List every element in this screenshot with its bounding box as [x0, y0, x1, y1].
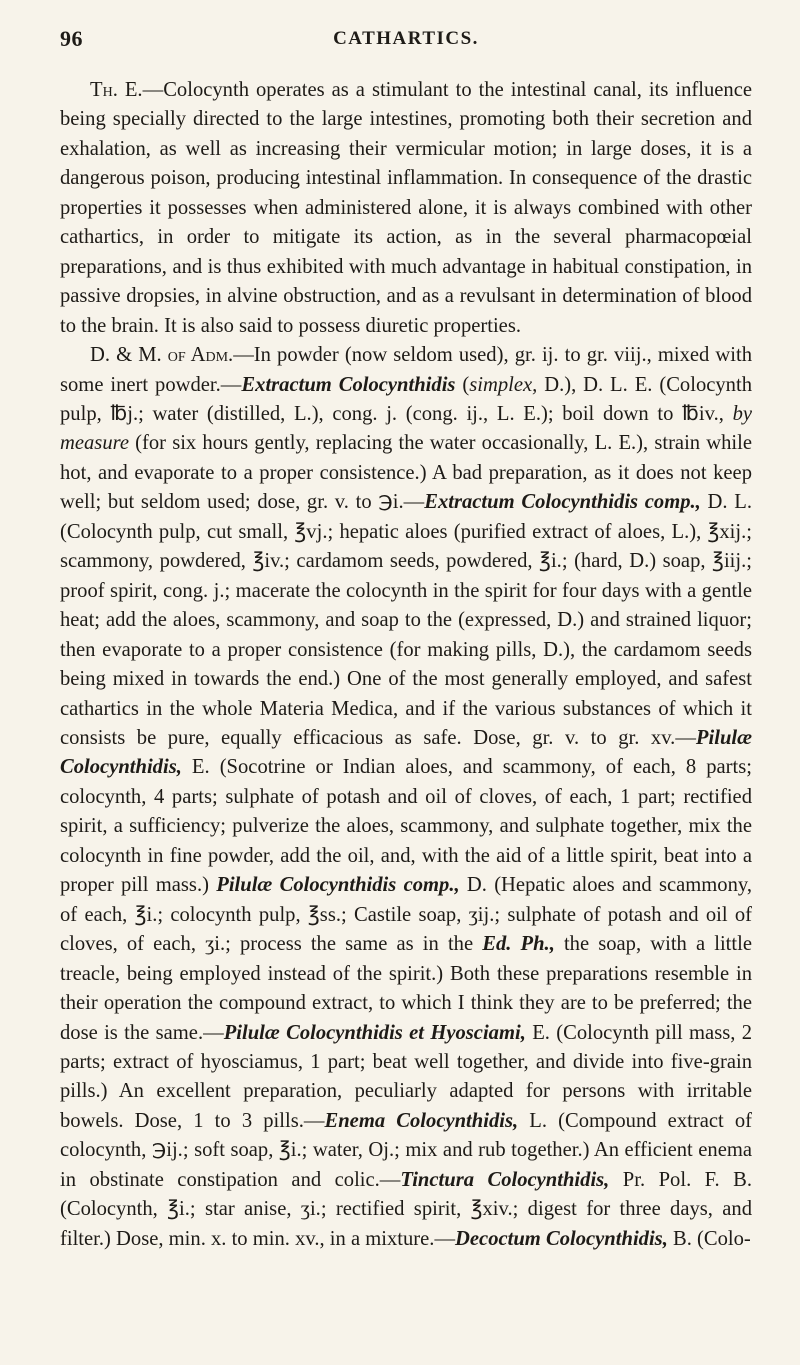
page-number: 96 [60, 26, 83, 51]
text-run: B. (Colo- [667, 1227, 751, 1250]
running-title: CATHARTICS. [333, 28, 479, 49]
paragraph-text: —Colocynth operates as a stimulant to the intestinal canal, its influence being specially directed to the large intestines, promoting both their secretion and exhalation, as well as increasing their vermicular motion; in large doses, it is a dangerous poison, producing intestinal inflammation. In consequence of the drastic properties it possesses when administered alone, it is always combined with other cathartics, in order to mitigate its action, as in the several pharmacopœial preparations, and is thus exhibited with much advantage in habitual constipation, in passive dropsies, in alvine obstruction, and as a revulsant in determination of blood to the brain. It is also said to possess diuretic properties. [60, 79, 753, 337]
paragraph-therapeutic-effects [60, 76, 752, 341]
preparation-title: Tinctura Colocynthidis, [400, 1168, 610, 1191]
text-run: E. (Colocynth pill mass, 2 parts; extract of hyosciamus, 1 part; beat well together, and divide into five-grain pills.) An excellent preparation, peculiarly adapted for persons with irritable bowels. Dose, 1 to 3 pills.— [60, 1021, 752, 1132]
text-run: the soap, with a little treacle, being employed instead of the spirit.) Both these preparations resemble in their operation the compound extract, to which I think they are to be preferred; the dose is the same.— [60, 933, 752, 1044]
text-run: Pr. Pol. F. B. (Colocynth, ℥i.; star anise, ʒi.; rectified spirit, ℥xiv.; digest for three days, and filter.) Dose, min. x. to min. xv., in a mixture.— [60, 1168, 752, 1250]
body-text [60, 76, 752, 1254]
italic-term: Ed. Ph., [482, 933, 555, 956]
text-run: ( [455, 373, 470, 396]
preparation-title: Extractum Colocynthidis comp., [424, 491, 701, 514]
preparation-title: Pilulæ Colocynthidis, [60, 726, 752, 779]
text-run: L. (Compound extract of colocynth, ℈ij.; soft soap, ℥i.; water, Oj.; mix and rub together.) An efficient enema in obstinate constipation and colic.— [60, 1109, 752, 1191]
preparation-title: Decoctum Colocynthidis, [455, 1227, 668, 1250]
section-label-d-m-of-adm: D. & M. of Adm. [90, 344, 234, 367]
text-run: E. (Socotrine or Indian aloes, and scammony, of each, 8 parts; colocynth, 4 parts; sulphate of potash and oil of cloves, of each, 1 part; rectified spirit, a sufficiency; pulverize the aloes, scammony, and sulphate together, mix the colocynth in fine powder, add the oil, and, with the aid of a little spirit, beat into a proper pill mass.) [60, 756, 752, 897]
preparation-title: Pilulæ Colocynthidis et Hyosciami, [223, 1021, 526, 1044]
text-run: D.), D. L. E. (Colocynth pulp, ℔j.; water (distilled, L.), cong. j. (cong. ij., L. E.); boil down to ℔iv., [60, 373, 752, 425]
paragraph-doses-and-modes [60, 341, 752, 1254]
italic-term: by measure [60, 402, 752, 455]
text-run: D. L. (Colocynth pulp, cut small, ℥vj.; hepatic aloes (purified extract of aloes, L.), ℥xij.; scammony, powdered, ℥iv.; cardamom seeds, powdered, ℥i.; (hard, D.) soap, ℥iij.; proof spirit, cong. j.; macerate the colocynth in the spirit for four days with a gentle heat; add the aloes, scammony, and soap to the (expressed, D.) and strained liquor; then evaporate to a proper consistence (for making pills, D.), the cardamom seeds being mixed in towards the end.) One of the most generally employed, and safest cathartics in the whole Materia Medica, and if the various substances of which it consists be pure, equally efficacious as safe. Dose, gr. v. to gr. xv.— [60, 491, 753, 749]
preparation-title: Extractum Colocynthidis [241, 373, 456, 396]
text-run: (for six hours gently, replacing the water occasionally, L. E.), strain while hot, and evaporate to a proper consistence.) A bad preparation, as it does not keep well; but seldom used; dose, gr. v. to ℈i.— [60, 432, 752, 514]
preparation-title: Pilulæ Colocynthidis comp., [216, 874, 460, 897]
italic-term: simplex, [469, 373, 538, 396]
preparation-title: Enema Colocynthidis, [324, 1109, 519, 1132]
text-run: —In powder (now seldom used), gr. ij. to gr. viij., mixed with some inert powder.— [60, 344, 752, 396]
section-label-th-e: Th. E. [90, 79, 143, 101]
text-run: D. (Hepatic aloes and scammony, of each, ℥i.; colocynth pulp, ℥ss.; Castile soap, ʒij.; sulphate of potash and oil of cloves, of each, ʒi.; process the same as in the [60, 874, 752, 956]
running-head [60, 26, 752, 62]
